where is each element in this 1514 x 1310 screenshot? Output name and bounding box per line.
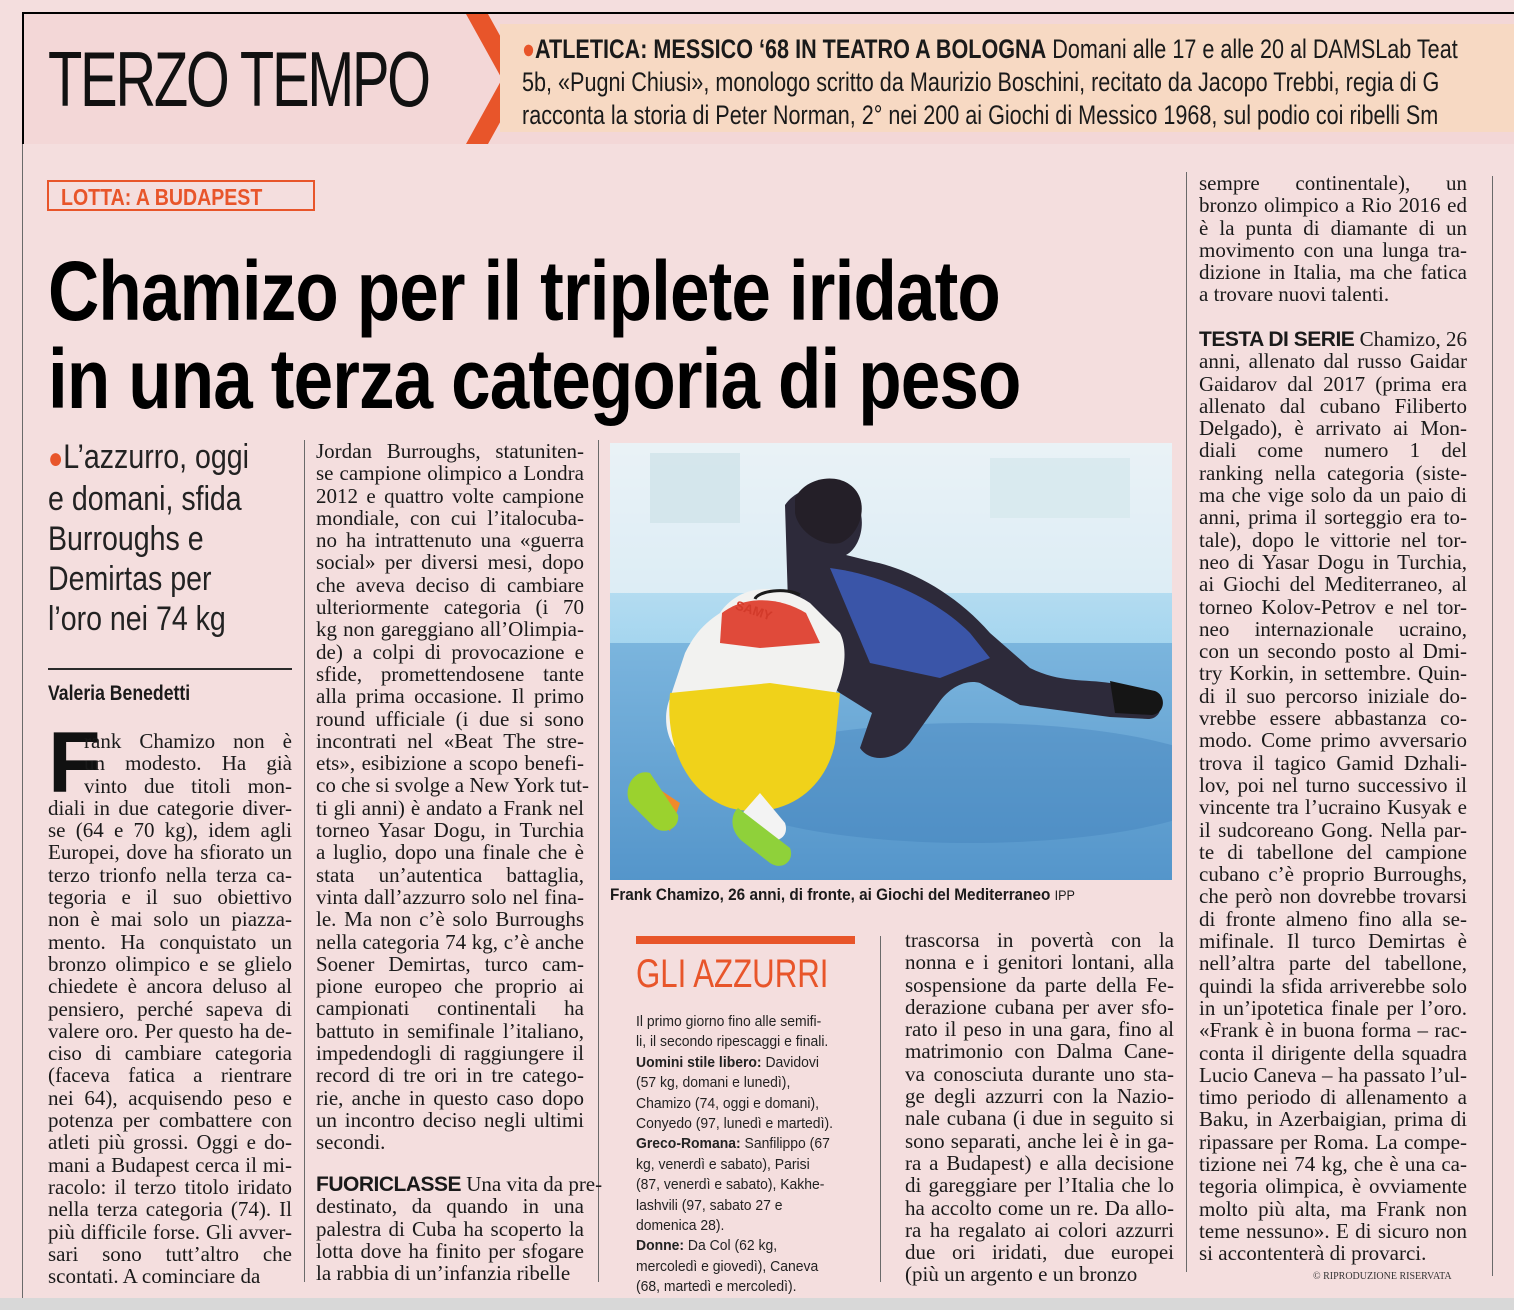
- text-line: ripassare per Roma. La compe-: [1199, 1129, 1467, 1154]
- text-line: se (64 e 70 kg), idem agli: [48, 818, 292, 843]
- text-line: diali in due categorie diver-: [48, 795, 292, 820]
- bullet-icon: ●: [48, 442, 64, 475]
- text-line: in un’ipotetica finale per l’oro.: [1199, 995, 1467, 1020]
- text-line: social» per diversi mesi, dopo: [316, 550, 584, 575]
- text-line: 2012 e quattro volte campione: [316, 483, 584, 508]
- subhead-testa-di-serie: TESTA DI SERIE: [1199, 328, 1355, 351]
- text-line: modo. Come primo avversario: [1199, 728, 1467, 753]
- box-subhead: Greco-Romana:: [636, 1135, 741, 1153]
- text-line: torneo Yasar Dogu, in Turchia: [316, 818, 584, 843]
- text-line: nei 64), acquisendo peso e: [48, 1085, 292, 1110]
- article-column-3: [316, 1172, 603, 1286]
- text-line: più difficile forse. Gli avver-: [48, 1219, 292, 1244]
- text-line: lotta dove ha finito per sfogare: [316, 1238, 584, 1263]
- byline: Valeria Benedetti: [48, 682, 191, 705]
- text-line: è la punta di diamante di un: [1199, 215, 1467, 240]
- drop-cap: F: [48, 715, 101, 811]
- text-line: mifinale. Il turco Demirtas è: [1199, 929, 1467, 954]
- box-body: [636, 1012, 856, 1298]
- text-line: non è mai solo un piazza-: [48, 907, 292, 932]
- text-line: tale), dopo le vittorie nel tor-: [1199, 527, 1467, 552]
- text-line: Soener Demirtas, turco cam-: [316, 951, 584, 976]
- wrestling-photo: [610, 443, 1172, 880]
- text-line: Delgado), è arrivato ai Mon-: [1199, 416, 1467, 441]
- text-line: mondiale, con cui l’italocuba-: [316, 505, 584, 530]
- text-line: a trovare nuovi talenti.: [1199, 282, 1390, 307]
- text-line: tegoria e il suo obiettivo: [48, 885, 292, 910]
- text-line: si accontenterà di provarci.: [1199, 1241, 1427, 1266]
- text-line: la rabbia di un’infanzia ribelle: [316, 1261, 571, 1286]
- text-line: molto più alta, ma Frank non: [1199, 1196, 1467, 1221]
- text-line: round ufficiale (i due si sono: [316, 706, 584, 731]
- text-line: le. Ma non c’è solo Burroughs: [316, 907, 584, 932]
- bullet-icon: ●: [522, 34, 536, 64]
- text-line: vinto due titoli mon-: [84, 773, 292, 798]
- text-run: Chamizo, 26: [1354, 327, 1467, 351]
- text-line: no ha intrattenuto una «guerra: [316, 528, 584, 553]
- text-line: ge degli azzurri con la Nazio-: [905, 1084, 1174, 1109]
- text-run: Una vita da pre-: [461, 1172, 603, 1196]
- text-line: anni, prima il sorteggio era to-: [1199, 505, 1467, 530]
- box-line: lashvili (97, sabato 27 e: [636, 1196, 783, 1214]
- text-line: trova il tagico Gamid Dzhali-: [1199, 750, 1467, 775]
- text-line: un modesto. Ha già: [84, 751, 292, 776]
- text-line: trascorsa in povertà con la: [905, 928, 1174, 952]
- text-line: ai Giochi del Mediterraneo, al: [1199, 572, 1467, 597]
- header-line-3: racconta la storia di Peter Norman, 2° nei 200 ai Giochi di Messico 1968, sul podio coi ribelli Sm: [522, 100, 1439, 130]
- text-line: dizione in Italia, ma che fatica: [1199, 260, 1467, 285]
- text-line: record di tre ori in tre catego-: [316, 1063, 584, 1088]
- text-line: ets», esibizione a scopo benefi-: [316, 751, 584, 776]
- text-line: Baku, in Azerbaigian, prima di: [1199, 1107, 1467, 1132]
- text-line: vincente tra l’ucraino Kusyak e: [1199, 795, 1467, 820]
- text-line: nella terza categoria (74). Il: [48, 1197, 292, 1222]
- summary-text: L’azzurro, oggi: [63, 438, 249, 476]
- text-line: il sudcoreano Gong. Nella par-: [1199, 817, 1467, 842]
- text-line: sono separati, anche lei è in ga-: [905, 1128, 1174, 1153]
- text-line: try Korkin, in settembre. Quin-: [1199, 661, 1467, 686]
- text-line: [316, 1172, 603, 1196]
- text-line: Europei, dove ha sfiorato un: [48, 840, 292, 865]
- photo-caption: [610, 885, 1075, 905]
- box-line: Conyedo (97, lunedì e martedì).: [636, 1115, 833, 1133]
- text-line: di gareggiare per l’Italia che lo: [905, 1173, 1174, 1198]
- text-line: quindi la sfida arriverebbe solo: [1199, 973, 1467, 998]
- box-line: li, il secondo ripescaggi e finali.: [636, 1033, 829, 1051]
- box-line: domenica 28).: [636, 1217, 725, 1235]
- text-line: bronzo olimpico a Rio 2016 ed: [1199, 193, 1467, 218]
- summary-line: l’oro nei 74 kg: [48, 600, 226, 638]
- text-line: lov, poi nel turno successivo il: [1199, 772, 1467, 797]
- text-line: [1199, 328, 1467, 350]
- text-line: te di tabellone del campione: [1199, 839, 1467, 864]
- text-line: anni, allenato dal russo Gaidar: [1199, 349, 1467, 374]
- text-line: a luglio, dopo una finale che è: [316, 840, 584, 865]
- article-column-5: [1199, 328, 1467, 1264]
- text-line: ulteriormente categoria (i 70: [316, 595, 584, 620]
- box-text: Da Col (62 kg,: [684, 1237, 778, 1255]
- text-line: due ori iridati, due europei: [905, 1240, 1174, 1265]
- text-line: ha accolto come un re. Da allo-: [905, 1195, 1174, 1220]
- box-line: mercoledì e giovedì), Caneva: [636, 1257, 819, 1275]
- text-line: tizione nei 74 kg, che è una ca-: [1199, 1151, 1467, 1176]
- article-column-5-top: [1199, 172, 1467, 306]
- photo-illustration: [610, 443, 1172, 880]
- article-column-4: [905, 929, 1174, 1286]
- text-line: potenza per combattere con: [48, 1108, 292, 1133]
- box-line: (87, venerdì e sabato), Kakhe-: [636, 1176, 825, 1194]
- text-line: ti gli anni) è andato a Frank nel: [316, 795, 584, 820]
- box-title: GLI AZZURRI: [636, 952, 829, 996]
- box-subhead: Donne:: [636, 1237, 685, 1255]
- text-line: bronzo olimpico e se glielo: [48, 951, 292, 976]
- text-line: teme nessuno». E di sicuro non: [1199, 1218, 1467, 1243]
- text-line: nell’altra parte del tabellone,: [1199, 951, 1467, 976]
- box-line: [636, 1053, 841, 1073]
- summary: [48, 437, 308, 639]
- column-rule: [1186, 172, 1187, 1272]
- text-line: se campione olimpico a Londra: [316, 461, 584, 486]
- text-line: «Frank è in buona forma – rac-: [1199, 1018, 1467, 1043]
- text-line: ra ha regalato ai colori azzurri: [905, 1217, 1174, 1242]
- text-line: rank Chamizo non è: [84, 729, 292, 753]
- summary-line: [48, 437, 266, 479]
- text-line: chiedete è ancora deluso al: [48, 974, 292, 999]
- column-rule: [880, 936, 881, 1282]
- text-line: sfide, promettendosene tante: [316, 661, 584, 686]
- article-column-1: [48, 715, 292, 1289]
- text-line: rie, anche in questo caso dopo: [316, 1085, 584, 1110]
- box-line: Il primo giorno fino alle semifi-: [636, 1013, 822, 1030]
- text-line: nonna e i genitori lontani, alla: [905, 950, 1174, 975]
- text-line: allenato dal cubano Filiberto: [1199, 393, 1467, 418]
- text-line: nella categoria 74 kg, c’è anche: [316, 929, 584, 954]
- text-line: mani a Budapest cerca il mi-: [48, 1152, 292, 1177]
- text-line: secondi.: [316, 1130, 386, 1155]
- text-line: con un secondo posto al Dmi-: [1199, 639, 1467, 664]
- page-left-rule: [22, 144, 23, 1304]
- text-line: che però non dovrebbe trovarsi: [1199, 884, 1467, 909]
- text-line: alla prima occasione. Il primo: [316, 684, 584, 709]
- box-line: [636, 1134, 841, 1154]
- summary-line: Demirtas per: [48, 560, 212, 598]
- box-line: kg, venerdì e sabato), Parisi: [636, 1155, 810, 1173]
- text-line: conta il dirigente della squadra: [1199, 1040, 1467, 1065]
- text-line: ranking nella categoria (siste-: [1199, 460, 1467, 485]
- text-line: Jordan Burroughs, statuniten-: [316, 439, 584, 463]
- text-line: terzo trionfo nella terza ca-: [48, 862, 292, 887]
- text-line: movimento con una lunga tra-: [1199, 237, 1467, 262]
- text-line: scontati. A cominciare da: [48, 1264, 261, 1289]
- text-line: ra a Budapest) e alla decisione: [905, 1150, 1174, 1175]
- text-line: sospensione da parte della Fe-: [905, 972, 1174, 997]
- text-line: sempre continentale), un: [1199, 171, 1467, 195]
- text-line: torneo Kolov-Petrov e nel tor-: [1199, 594, 1467, 619]
- kicker-label: [47, 180, 315, 211]
- column-rule-right: [1492, 176, 1493, 1276]
- text-line: timo periodo di allenamento a: [1199, 1085, 1467, 1110]
- box-line: (68, martedì e mercoledì).: [636, 1278, 797, 1296]
- text-line: Gaidarov dal 2017 (prima era: [1199, 371, 1467, 396]
- text-line: ma che vige solo da un paio di: [1199, 483, 1467, 508]
- text-line: di fronte almeno fino alla se-: [1199, 906, 1467, 931]
- text-line: neo di Yasar Dogu in Turchia,: [1199, 549, 1467, 574]
- text-line: stata un’autentica battaglia,: [316, 862, 584, 887]
- box-line: Chamizo (74, oggi e domani),: [636, 1094, 819, 1112]
- singlet-text: SAMY: [733, 597, 774, 624]
- kicker-text: LOTTA: A BUDAPEST: [61, 184, 263, 210]
- text-line: vinta dall’azzurro solo nel fina-: [316, 884, 584, 909]
- text-line: racolo: il terzo titolo iridato: [48, 1174, 292, 1199]
- text-line: destinato, da quando in una: [316, 1194, 584, 1219]
- text-line: pensiero, perché sapeva di: [48, 996, 292, 1021]
- subhead-fuoriclasse: FUORICLASSE: [316, 1173, 462, 1196]
- article-column-2: [316, 439, 589, 1155]
- box-text: Davidovi: [761, 1053, 819, 1071]
- text-line: che aveva deciso di cambiare: [316, 572, 584, 597]
- headline-line-2: in una terza categoria di peso: [48, 332, 1021, 426]
- text-line: battuto in semifinale l’italiano,: [316, 1018, 584, 1043]
- section-title: TERZO TEMPO: [48, 35, 429, 123]
- header-line-1: [522, 33, 1458, 66]
- text-line: un incontro deciso negli ultimi: [316, 1107, 584, 1132]
- text-line: de) a colpi di provocazione e: [316, 639, 584, 664]
- text-line: rato il peso in una gara, fino al: [905, 1017, 1174, 1042]
- box-subhead: Uomini stile libero:: [636, 1053, 762, 1071]
- caption-text: Frank Chamizo, 26 anni, di fronte, ai Giochi del Mediterraneo: [610, 885, 1051, 904]
- text-line: vrebbe essere abbastanza co-: [1199, 706, 1467, 731]
- header-brief-text: Domani alle 17 e alle 20 al DAMSLab Teat: [1046, 34, 1458, 64]
- text-line: co che si svolge a New York tut-: [316, 773, 589, 798]
- page-bottom-edge: [0, 1298, 1514, 1310]
- text-line: derazione cubana per aver sfo-: [905, 994, 1174, 1019]
- text-line: di il suo percorso iniziale do-: [1199, 683, 1467, 708]
- summary-line: e domani, sfida: [48, 480, 242, 518]
- text-line: palestra di Cuba ha scoperto la: [316, 1216, 584, 1241]
- text-line: (più un argento e un bronzo: [905, 1262, 1138, 1287]
- text-line: ciso di cambiare categoria: [48, 1041, 292, 1066]
- headline-line-1: Chamizo per il triplete iridato: [48, 244, 1000, 338]
- text-line: incontrati nel «Beat The stre-: [316, 728, 584, 753]
- copyright-notice: © RIPRODUZIONE RISERVATA: [1313, 1271, 1452, 1282]
- box-line: (57 kg, domani e lunedì),: [636, 1074, 791, 1092]
- text-line: atleti più grossi. Oggi e do-: [48, 1130, 292, 1155]
- box-rule: [636, 936, 855, 944]
- text-line: matrimonio con Dalma Cane-: [905, 1039, 1174, 1064]
- header-news-brief: [500, 24, 1514, 132]
- column-rule: [598, 440, 599, 1282]
- text-line: diali come numero 1 del: [1199, 438, 1467, 463]
- text-line: impedendogli di raggiungere il: [316, 1041, 584, 1066]
- text-line: campionati continentali ha: [316, 996, 584, 1021]
- box-text: Sanfilippo (67: [740, 1135, 830, 1153]
- photo-credit: IPP: [1054, 887, 1075, 903]
- text-line: tegoria olimpica, è ovviamente: [1199, 1174, 1467, 1199]
- summary-line: Burroughs e: [48, 520, 204, 558]
- text-line: valere oro. Per questo ha de-: [48, 1018, 292, 1043]
- text-line: kg non gareggiano all’Olimpia-: [316, 617, 584, 642]
- text-line: neo internazionale ucraino,: [1199, 616, 1467, 641]
- header-brief-headline: ATLETICA: MESSICO ‘68 IN TEATRO A BOLOGNA: [535, 34, 1047, 64]
- text-line: pione europeo che proprio ai: [316, 974, 584, 999]
- text-line: nale cubana (i due in seguito si: [905, 1106, 1174, 1131]
- text-line: cubano c’è proprio Burroughs,: [1199, 862, 1467, 887]
- text-line: Lucio Caneva – ha passato l’ul-: [1199, 1062, 1467, 1087]
- byline-rule: [48, 668, 292, 670]
- header-line-2: 5b, «Pugni Chiusi», monologo scritto da Maurizio Boschini, recitato da Jacopo Trebbi, regia di G: [522, 67, 1440, 97]
- text-line: sari sono tutt’altro che: [48, 1241, 292, 1266]
- text-line: va conosciuta durante uno sta-: [905, 1061, 1174, 1086]
- text-line: (faceva fatica a rientrare: [48, 1063, 292, 1088]
- box-line: [636, 1236, 841, 1256]
- text-line: mento. Ha conquistato un: [48, 929, 292, 954]
